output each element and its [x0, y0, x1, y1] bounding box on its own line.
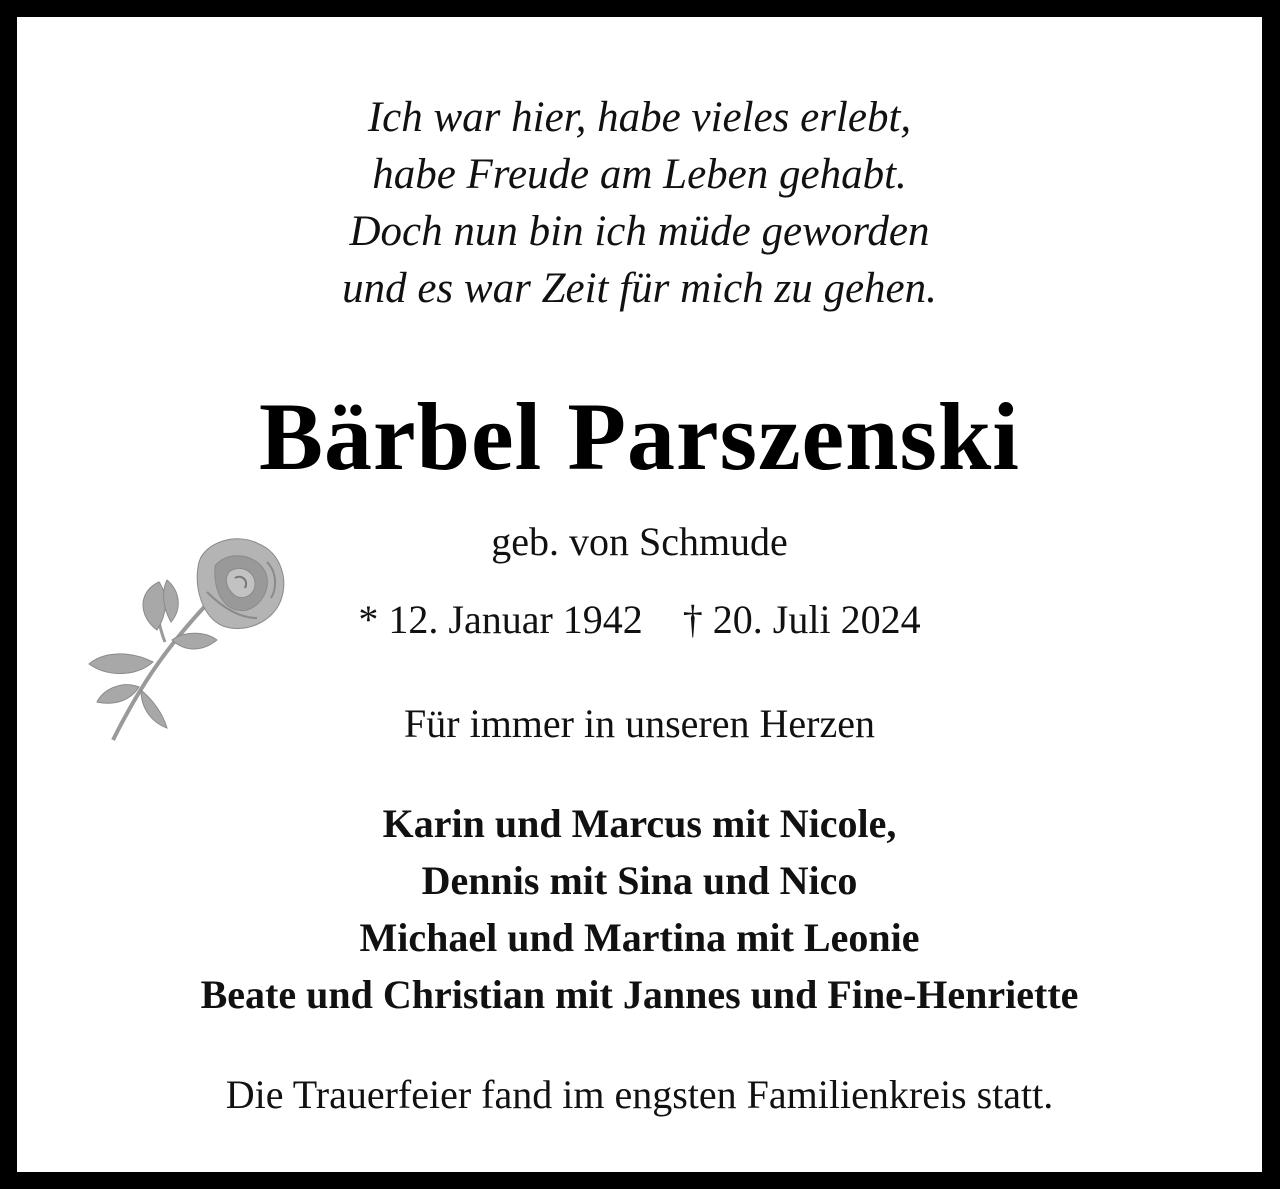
maiden-name: geb. von Schmude [491, 519, 788, 564]
mourner-line: Dennis mit Sina und Nico [421, 858, 858, 903]
mourner-line: Beate und Christian mit Jannes und Fine-Henriette [200, 972, 1079, 1017]
poem-line: Ich war hier, habe vieles erlebt, [367, 94, 912, 141]
poem-line: habe Freude am Leben gehabt. [372, 151, 907, 198]
poem-line: und es war Zeit für mich zu gehen. [342, 265, 937, 312]
tagline: Für immer in unseren Herzen [404, 701, 875, 746]
life-dates [17, 595, 1262, 645]
deceased-name: Bärbel Parszenski [259, 383, 1020, 490]
mourners [17, 795, 1262, 1023]
birth-date: * 12. Januar 1942 [358, 597, 643, 642]
poem [17, 89, 1262, 317]
poem-line: Doch nun bin ich müde geworden [349, 208, 930, 255]
mourner-line: Michael und Martina mit Leonie [359, 915, 920, 960]
funeral-note: Die Trauerfeier fand im engsten Familienkreis statt. [225, 1072, 1054, 1117]
obituary-card [17, 17, 1262, 1172]
death-date: † 20. Juli 2024 [682, 597, 921, 642]
mourner-line: Karin und Marcus mit Nicole, [382, 801, 897, 846]
